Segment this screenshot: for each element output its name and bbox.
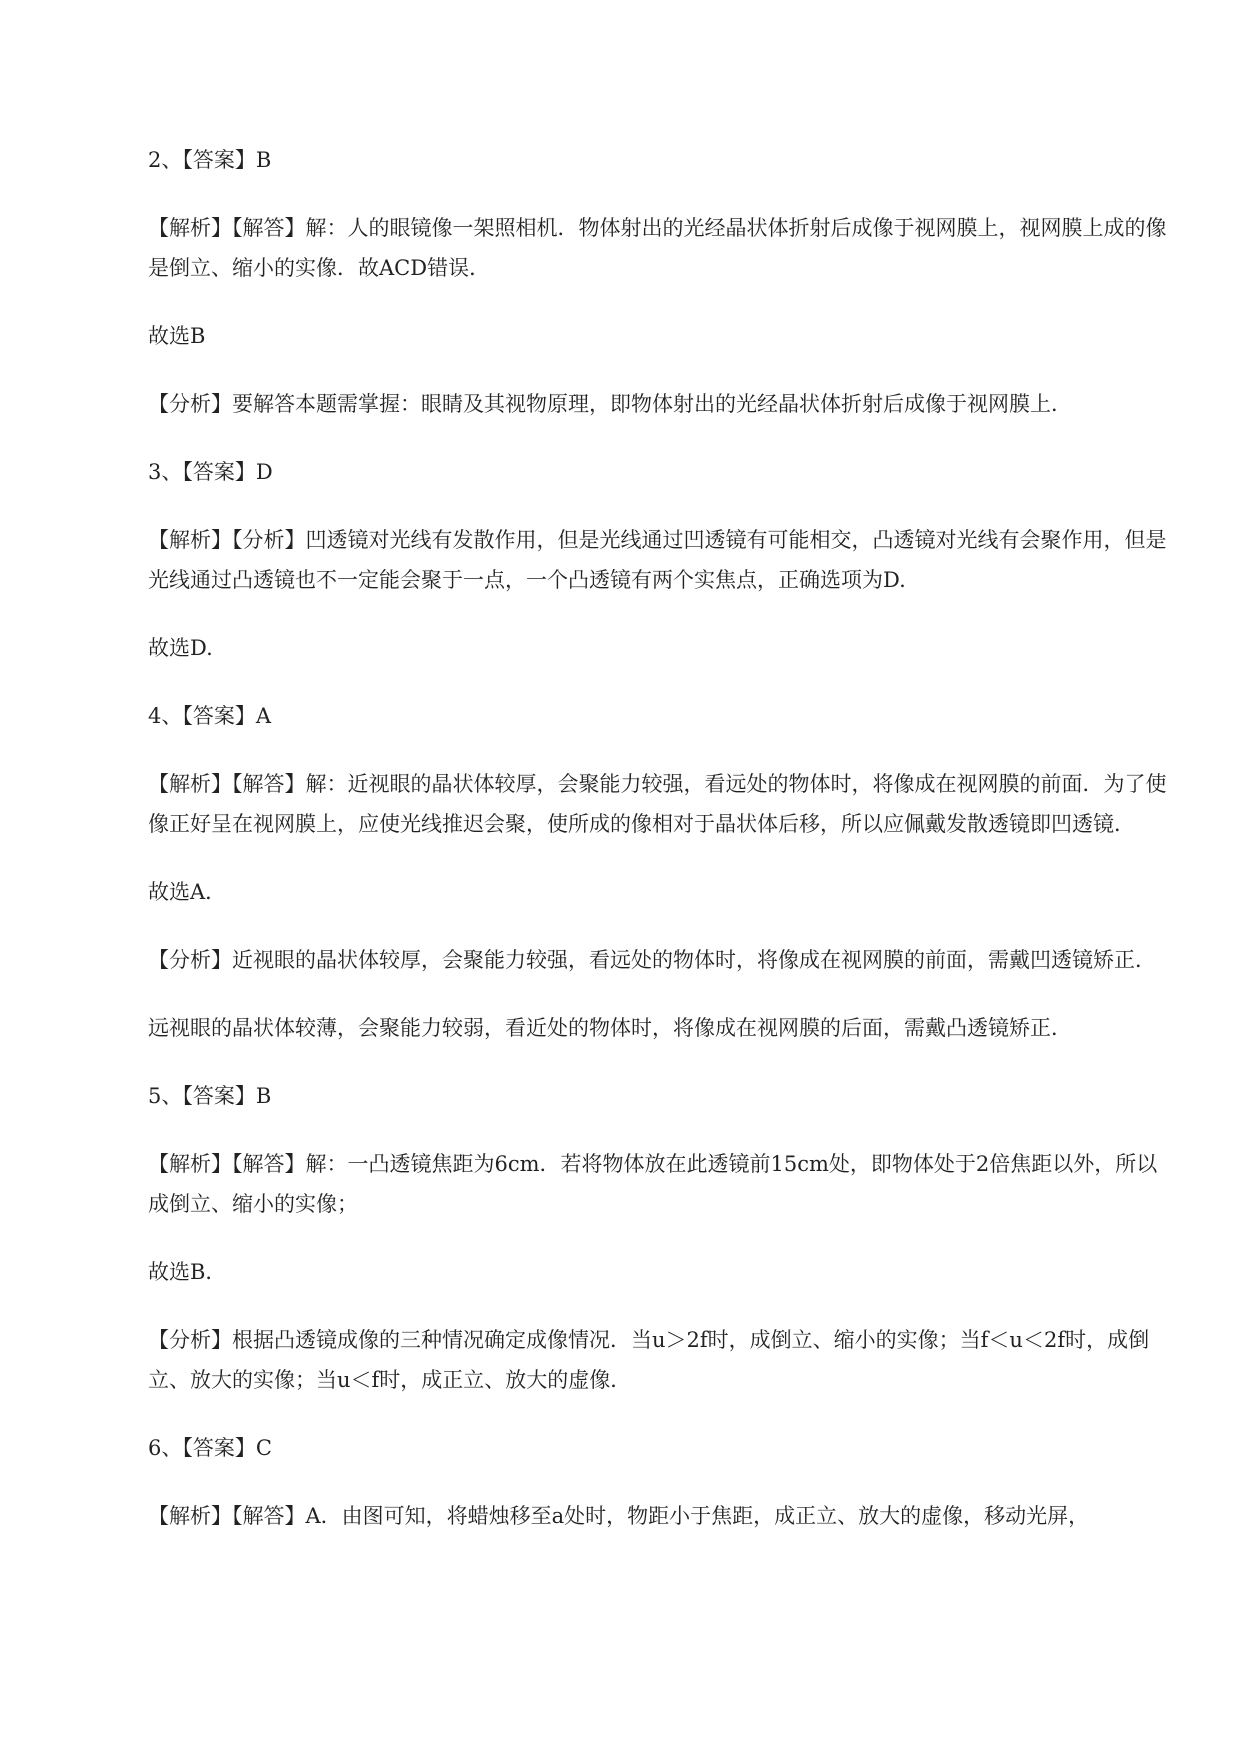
choice-statement: 故选D. bbox=[148, 636, 213, 660]
analysis-paragraph: 【解析】【解答】A．由图可知，将蜡烛移至a处时，物距小于焦距，成正立、放大的虚像，移动光屏， bbox=[148, 1504, 1090, 1528]
choice-statement: 故选B． bbox=[148, 1260, 227, 1284]
analysis-paragraph: 远视眼的晶状体较薄，会聚能力较弱，看近处的物体时，将像成在视网膜的后面，需戴凸透镜矫正． bbox=[148, 1016, 1072, 1040]
analysis-paragraph: 【分析】根据凸透镜成像的三种情况确定成像情况．当u＞2f时，成倒立、缩小的实像；当f＜u＜2f时，成倒立、放大的实像；当u＜f时，成正立、放大的虚像． bbox=[148, 1328, 1150, 1392]
answer-heading-2: 2、【答案】B bbox=[148, 148, 272, 172]
choice-statement: 故选A． bbox=[148, 880, 227, 904]
analysis-paragraph: 【分析】要解答本题需掌握：眼睛及其视物原理，即物体射出的光经晶状体折射后成像于视网膜上． bbox=[148, 392, 1072, 416]
analysis-paragraph: 【解析】【分析】凹透镜对光线有发散作用，但是光线通过凹透镜有可能相交，凸透镜对光线有会聚作用，但是光线通过凸透镜也不一定能会聚于一点，一个凸透镜有两个实焦点，正确选项为D. bbox=[148, 528, 1167, 592]
answer-heading-3: 3、【答案】D bbox=[148, 460, 273, 484]
answer-heading-5: 5、【答案】B bbox=[148, 1084, 272, 1108]
analysis-paragraph: 【解析】【解答】解：一凸透镜焦距为6cm．若将物体放在此透镜前15cm处，即物体处于2倍焦距以外，所以成倒立、缩小的实像； bbox=[148, 1152, 1158, 1216]
analysis-paragraph: 【解析】【解答】解：近视眼的晶状体较厚，会聚能力较强，看远处的物体时，将像成在视网膜的前面．为了使像正好呈在视网膜上，应使光线推迟会聚，使所成的像相对于晶状体后移，所以应佩戴发散透镜即凹透镜． bbox=[148, 772, 1167, 836]
answer-content bbox=[148, 140, 1178, 1564]
choice-statement: 故选B bbox=[148, 324, 206, 348]
analysis-paragraph: 【解析】【解答】解：人的眼镜像一架照相机．物体射出的光经晶状体折射后成像于视网膜上，视网膜上成的像是倒立、缩小的实像．故ACD错误． bbox=[148, 216, 1167, 280]
answer-heading-4: 4、【答案】A bbox=[148, 704, 272, 728]
analysis-paragraph: 【分析】近视眼的晶状体较厚，会聚能力较强，看远处的物体时，将像成在视网膜的前面，需戴凹透镜矫正． bbox=[148, 948, 1156, 972]
answer-heading-6: 6、【答案】C bbox=[148, 1436, 272, 1460]
